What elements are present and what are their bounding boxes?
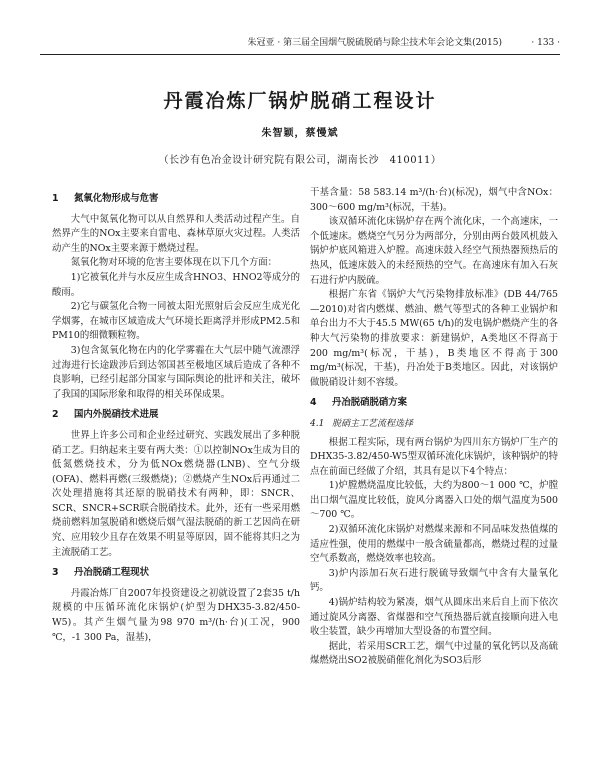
page-number: · 133 · [531, 38, 560, 48]
section-number: 4 [310, 397, 317, 409]
list-item: 1)炉膛燃烧温度比较低，大约为800～1 000 ℃，炉膛出口烟气温度比较低，旋风分离器入口处的烟气温度为500～700 ℃。 [310, 480, 558, 521]
list-item: 3)炉内添加石灰石进行脱硫导致烟气中含有大量氧化钙。 [310, 567, 558, 594]
paragraph: 根据广东省《锅炉大气污染物排放标准》(DB 44/765—2010)对省内燃煤、燃油、燃气等型式的各种工业锅炉和单台出力不大于45.5 MW(65 t/h)的发电锅炉燃烧产生的各种大气污染物的排放要求：新建锅炉，A类地区不得高于200 mg/m³(标况，干基)，B类地区不得高于300 mg/m³(标况，干基)，丹冶处于B类地区。因此，对该锅炉做脱硝设计刻不容缓。 [310, 289, 558, 388]
section-number: 1 [52, 193, 59, 204]
section-1-heading [52, 192, 300, 207]
paper-affiliation: （长沙有色冶金设计研究院有限公司，湖南长沙 410011） [158, 155, 442, 166]
paragraph: 氮氧化物对环境的危害主要体现在以下几个方面： [70, 257, 278, 269]
paragraph: 据此，若采用SCR工艺，烟气中过量的氧化钙以及高硫煤燃烧出SO2被脱硝催化剂化为SO3后形 [310, 640, 558, 667]
page-header [40, 36, 560, 50]
header-rule [40, 54, 560, 55]
section-4-heading [310, 396, 558, 411]
paper-authors: 朱智颖，蔡慢斌 [261, 128, 339, 139]
section-2-heading [52, 408, 300, 423]
section-title: 氮氧化物形成与危害 [74, 193, 159, 204]
right-column [310, 186, 558, 669]
section-title: 丹冶脱硝工程现状 [74, 567, 150, 579]
running-title: 朱冠亚 · 第三届全国烟气脱硫脱硝与除尘技术年会论文集(2015) [247, 38, 502, 48]
section-number: 3 [52, 567, 59, 579]
section-number: 2 [52, 409, 59, 421]
paragraph: 该双循环流化床锅炉存在两个流化床，一个高速床，一个低速床。燃烧空气另分为两部分，分别由两台鼓风机鼓入锅炉炉底风箱进入炉膛。高速床鼓入经空气预热器预热后的热风，低速床鼓入的未经预热的空气。在高速床有加入石灰石进行炉内脱硫。 [310, 216, 558, 286]
list-item: 2)双循环流化床锅炉对燃煤来源和不同品味发热值煤的适应性强，使用的燃煤中一般含硫量都高，燃烧过程的过量空气系数高，燃烧效率也较高。 [310, 524, 558, 565]
left-column [52, 186, 300, 645]
paragraph: 大气中氮氧化物可以从自然界和人类活动过程产生。自然界产生的NOx主要来自雷电、森林草原火灾过程。人类活动产生的NOx主要来源于燃烧过程。 [52, 213, 300, 254]
list-item: 3)包含氮氧化物在内的化学雾霾在大气层中随气流漂浮过海进行长途跋涉后到达邻国甚至极地区域后造成了各种不良影响，已经引起部分国家与国际舆论的批评和关注，破坏了我国的国际形象和取得的相关环保成果。 [52, 344, 300, 400]
paper-title: 丹霞冶炼厂锅炉脱硝工程设计 [163, 90, 437, 112]
list-item: 1)它被氧化并与水反应生成含HNO3、HNO2等成分的酸雨。 [52, 271, 300, 298]
section-title: 国内外脱硝技术进展 [74, 409, 159, 421]
list-item: 4)锅炉结构较为紧凑，烟气从圆床出来后自上而下依次通过旋风分离器、省煤器和空气预热器后就直接顺向进入电收尘装置，缺少再增加大型设备的布置空间。 [310, 597, 558, 638]
subsection-4-1-heading [310, 417, 558, 432]
subsection-title: 脱硝主工艺流程选择 [332, 418, 414, 429]
paragraph: 根据工程实际，现有两台锅炉为四川东方锅炉厂生产的DHX35-3.82/450-W5型双循环流化床锅炉，该种锅炉的特点在前面已经做了介绍，其具有是以下4个特点： [310, 436, 558, 477]
section-3-heading [52, 566, 300, 581]
paragraph: 丹霞冶炼厂自2007年投资建设之初就设置了2套35 t/h规模的中压循环流化床锅炉(炉型为DHX35-3.82/450-W5)。其产生烟气量为98 970 m³/(h·台)(工况，900 ℃，-1 300 Pa，湿基)， [52, 587, 300, 643]
list-item: 2)它与碳氢化合物一同被太阳光照射后会反应生成光化学烟雾，在城市区域造成大气环境长距离浮并形成PM2.5和PM10的细微颗粒物。 [52, 301, 300, 342]
paragraph: 世界上许多公司和企业经过研究、实践发展出了多种脱硝工艺。归纳起来主要有两大类：①以控制NOx生成为目的低氮燃烧技术，分为低NOx燃烧器(LNB)、空气分级(OFA)、燃料再燃(三级燃烧)；②燃烧产生NOx后再通过二次处理措施将其还原的脱硝技术有两种，即：SNCR、SCR、SNCR+SCR联合脱硝技术。此外，还有一些采用燃烧前燃料加氢脱硝和燃烧后烟气湿法脱硝的新工艺因尚在研究、应用较少且存在效果不明显等原因，固不能将其归之为主流脱硝工艺。 [52, 429, 300, 558]
section-title: 丹冶脱硝脱硝方案 [332, 397, 408, 409]
paragraph: 干基含量：58 583.14 m³/(h·台)(标况)，烟气中含NOx：300～600 mg/m³(标况，干基)。 [310, 187, 558, 213]
subsection-number: 4.1 [310, 418, 325, 429]
